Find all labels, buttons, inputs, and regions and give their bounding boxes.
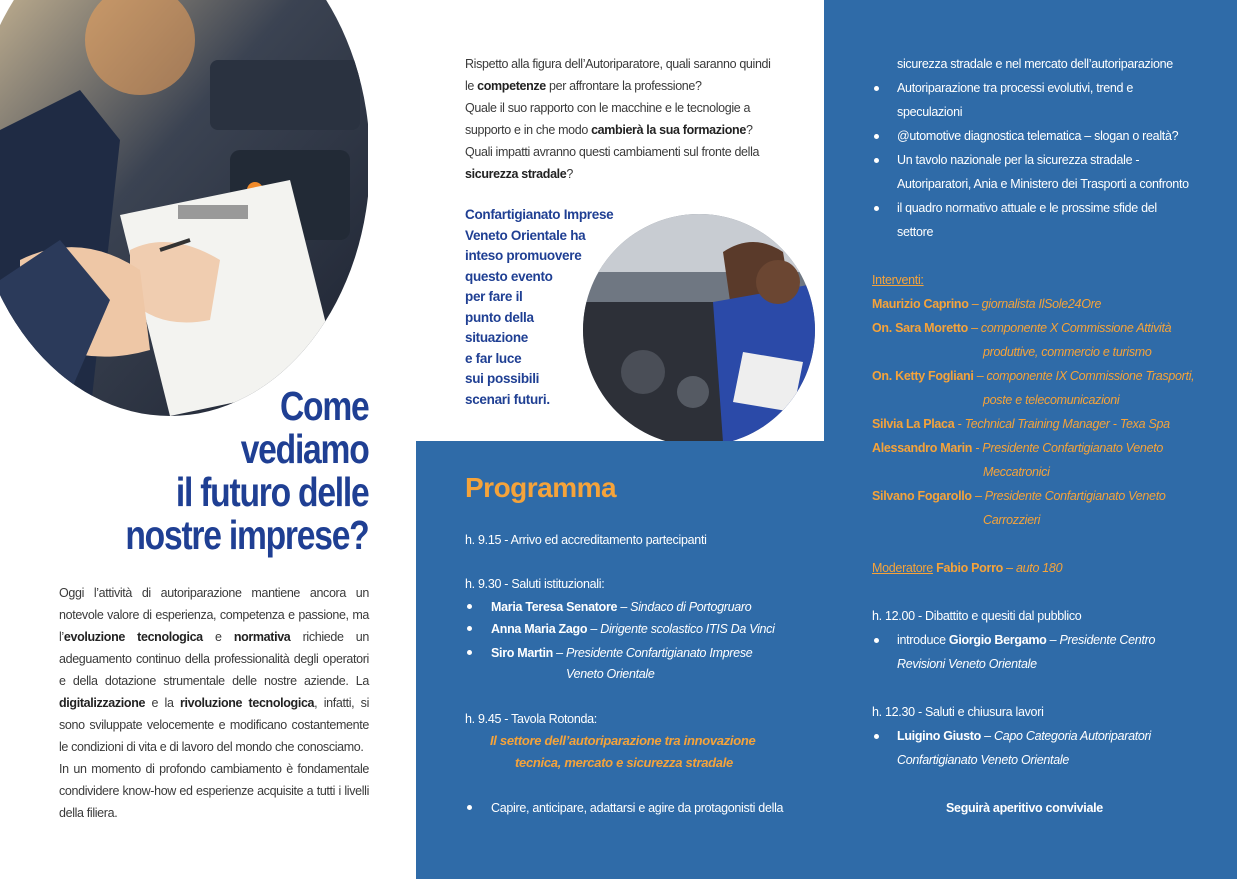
schedule-item: h. 9.45 - Tavola Rotonda: xyxy=(465,712,597,726)
moderatore-entry xyxy=(872,557,1062,579)
question-bold: competenze xyxy=(477,79,546,93)
speaker-role: – giornalista IlSole24Ore xyxy=(968,297,1102,311)
speaker-name: Silvia La Placa xyxy=(872,417,955,431)
intro-text: Oggi l’attività di autoriparazione mantiene ancora un notevole valore di esperienza, competenza e passione, ma l’ xyxy=(59,586,369,644)
statement-line: Confartigianato Imprese xyxy=(465,207,614,222)
questions-paragraph xyxy=(465,53,777,185)
speaker-name: Silvano Fogarollo xyxy=(872,489,972,503)
intro-bold: digitalizzazione xyxy=(59,696,146,710)
bullet-icon xyxy=(874,734,879,739)
speaker-entry xyxy=(491,596,751,618)
intro-bold: normativa xyxy=(233,630,291,644)
tavola-title: Il settore dell’autoriparazione tra innovazione xyxy=(490,733,756,748)
speaker-role: Revisioni Veneto Orientale xyxy=(897,657,1037,671)
speaker-name: Giorgio Bergamo xyxy=(948,633,1047,647)
bullet-icon xyxy=(874,206,879,211)
question-text: Rispetto alla figura dell’Autoriparatore, quali saranno quindi le xyxy=(465,57,771,93)
topic-item: Autoriparatori, Ania e Ministero dei Trasporti a confronto xyxy=(897,177,1189,191)
speaker-role: - Presidente Confartigianato Veneto xyxy=(972,441,1164,455)
mechanic-clipboard-photo xyxy=(0,0,368,416)
speaker-entry xyxy=(872,317,1171,339)
speaker-role: Confartigianato Veneto Orientale xyxy=(897,753,1069,767)
bullet-icon xyxy=(874,86,879,91)
speaker-role xyxy=(897,653,1037,675)
schedule-item: h. 12.00 - Dibattito e quesiti dal pubblico xyxy=(872,609,1082,623)
interventi-heading: Interventi: xyxy=(872,273,924,287)
headline xyxy=(125,385,368,557)
speaker-role: – componente X Commissione Attività xyxy=(967,321,1172,335)
statement-line: sui possibili xyxy=(465,371,540,386)
speaker-entry xyxy=(872,293,1101,315)
speaker-role: – Presidente Confartigianato Imprese xyxy=(552,646,753,660)
speaker-role: – componente IX Commissione Trasporti, xyxy=(973,369,1195,383)
intro-text: In un momento di profondo cambiamento è fondamentale condividere know-how ed esperienze acquisite a tutti i livelli della filiera. xyxy=(59,762,369,820)
bullet-icon xyxy=(467,604,472,609)
bullet-icon xyxy=(467,805,472,810)
topic-item: il quadro normativo attuale e le prossime sfide del xyxy=(897,201,1157,215)
statement-line: questo evento xyxy=(465,268,553,284)
topic-item: sicurezza stradale e nel mercato dell’autoriparazione xyxy=(897,57,1173,71)
statement-line: situazione xyxy=(465,330,529,345)
statement-line: per fare il xyxy=(465,289,523,304)
program-title: Programma xyxy=(465,472,617,503)
speaker-role xyxy=(566,663,655,685)
speaker-role xyxy=(897,749,1069,771)
intro-text: e la xyxy=(145,696,180,710)
headline-line: il futuro delle xyxy=(175,469,368,515)
speaker-name: Luigino Giusto xyxy=(897,729,981,743)
speaker-name: Maurizio Caprino xyxy=(872,297,969,311)
moderatore-label: Moderatore xyxy=(872,561,933,575)
question-text: Quale il suo rapporto con le macchine e le tecnologie a supporto e in che modo xyxy=(465,101,751,137)
speaker-role: Carrozzieri xyxy=(983,513,1041,527)
speaker-entry xyxy=(872,365,1194,387)
speaker-role: poste e telecomunicazioni xyxy=(983,393,1120,407)
speaker-entry xyxy=(872,437,1163,459)
intro-prefix: introduce xyxy=(897,633,949,647)
statement-line: scenari futuri. xyxy=(465,391,550,407)
speaker-role: – Dirigente scolastico ITIS Da Vinci xyxy=(587,622,775,636)
speaker-entry xyxy=(872,413,1170,435)
speaker-role: – Sindaco di Portogruaro xyxy=(617,600,752,614)
speaker-name: On. Ketty Fogliani xyxy=(872,369,974,383)
question-text: ? xyxy=(745,123,753,137)
moderatore-role: – auto 180 xyxy=(1002,561,1063,575)
statement-line: e far luce xyxy=(465,350,522,366)
topic-item: speculazioni xyxy=(897,105,963,119)
topic-item: settore xyxy=(897,225,934,239)
question-text: per affrontare la professione? xyxy=(545,79,702,93)
speaker-role: – Presidente Confartigianato Veneto xyxy=(971,489,1166,503)
headline-line: vediamo xyxy=(240,426,368,472)
intro-text: , infatti, si sono sviluppate velocemente e modificano costantemente le condizioni di vita e di lavoro del mondo che conosciamo. xyxy=(59,696,370,754)
bullet-icon xyxy=(467,626,472,631)
topic-item: Autoriparazione tra processi evolutivi, trend e xyxy=(897,81,1134,95)
statement-line: inteso promuovere xyxy=(465,248,582,263)
headline-line: Come xyxy=(279,383,368,429)
aperitivo-note: Seguirà aperitivo conviviale xyxy=(946,801,1103,815)
speaker-entry xyxy=(872,485,1166,507)
speaker-role: – Capo Categoria Autoriparatori xyxy=(980,729,1151,743)
speaker-name: Maria Teresa Senatore xyxy=(491,600,618,614)
intro-bold: rivoluzione tecnologica xyxy=(179,696,315,710)
schedule-item: h. 9.15 - Arrivo ed accreditamento partecipanti xyxy=(465,533,707,547)
intro-paragraph xyxy=(59,582,369,824)
topic-item: @utomotive diagnostica telematica – slogan o realtà? xyxy=(897,129,1179,143)
bullet-icon xyxy=(874,134,879,139)
statement-line: Veneto Orientale ha xyxy=(465,227,586,243)
speaker-role: produttive, commercio e turismo xyxy=(983,345,1152,359)
speaker-entry xyxy=(897,725,1151,747)
question-text: Quali impatti avranno questi cambiamenti sul fronte della xyxy=(465,145,760,159)
statement-line: punto della xyxy=(465,309,534,325)
speaker-role: – Presidente Centro xyxy=(1046,633,1156,647)
schedule-item: h. 9.30 - Saluti istituzionali: xyxy=(465,577,605,591)
topic-item: Un tavolo nazionale per la sicurezza stradale - xyxy=(897,153,1140,167)
speaker-role: Meccatronici xyxy=(983,465,1050,479)
bullet-icon xyxy=(874,158,879,163)
speaker-name: Alessandro Marin xyxy=(872,441,973,455)
schedule-item: h. 12.30 - Saluti e chiusura lavori xyxy=(872,705,1044,719)
bullet-icon xyxy=(874,638,879,643)
moderatore-name: Fabio Porro xyxy=(936,561,1003,575)
speaker-name: Siro Martin xyxy=(491,646,553,660)
speaker-entry xyxy=(491,618,775,640)
question-bold: cambierà la sua formazione xyxy=(591,123,746,137)
topic-item: Capire, anticipare, adattarsi e agire da protagonisti della xyxy=(491,801,784,815)
question-text: ? xyxy=(566,167,574,181)
headline-line: nostre imprese? xyxy=(124,512,368,558)
mechanic-engine-photo xyxy=(573,212,825,442)
intro-bold: evoluzione tecnologica xyxy=(63,630,203,644)
speaker-entry xyxy=(491,642,752,664)
intro-text: e xyxy=(202,630,234,644)
tavola-title: tecnica, mercato e sicurezza stradale xyxy=(515,755,733,770)
speaker-role: Veneto Orientale xyxy=(566,667,655,681)
speaker-entry xyxy=(897,629,1155,651)
question-bold: sicurezza stradale xyxy=(465,167,567,181)
intro-text: richiede un adeguamento continuo della professionalità degli operatori e della dotazione strumentale delle nostre aziende. La xyxy=(59,630,369,688)
speaker-name: Anna Maria Zago xyxy=(491,622,588,636)
speaker-name: On. Sara Moretto xyxy=(872,321,968,335)
bullet-icon xyxy=(467,650,472,655)
speaker-role: - Technical Training Manager - Texa Spa xyxy=(954,417,1170,431)
